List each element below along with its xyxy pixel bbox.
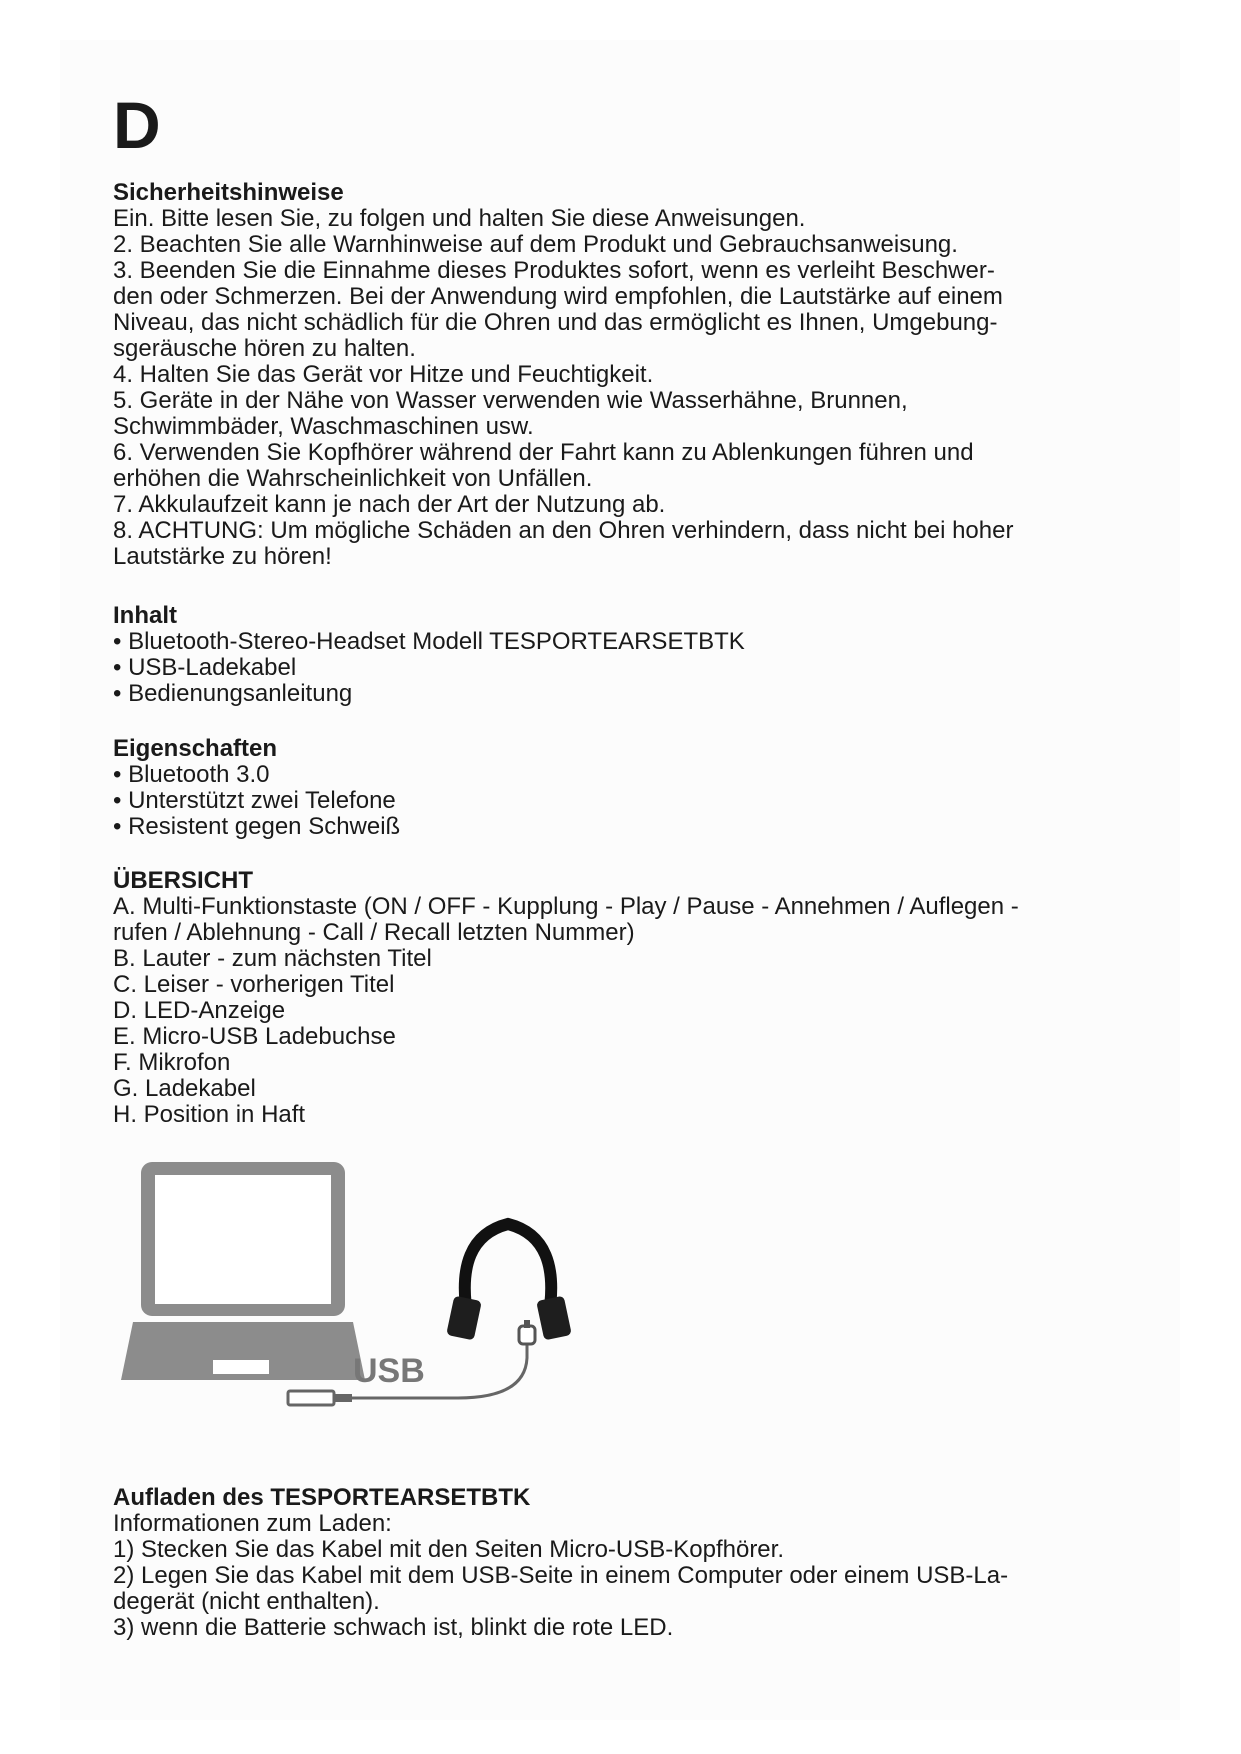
overview-item: B. Lauter - zum nächsten Titel	[113, 945, 432, 972]
safety-line: 5. Geräte in der Nähe von Wasser verwenden wie Wasserhähne, Brunnen,	[113, 387, 908, 414]
language-marker: D	[113, 88, 161, 162]
overview-item: C. Leiser - vorherigen Titel	[113, 971, 395, 998]
safety-line: den oder Schmerzen. Bei der Anwendung wird empfohlen, die Lautstärke auf einem	[113, 283, 1003, 310]
charging-line: Informationen zum Laden:	[113, 1510, 392, 1537]
charging-line: 1) Stecken Sie das Kabel mit den Seiten Micro-USB-Kopfhörer.	[113, 1536, 784, 1563]
overview-item: A. Multi-Funktionstaste (ON / OFF - Kupplung - Play / Pause - Annehmen / Auflegen -	[113, 893, 1019, 920]
charging-illustration	[113, 1148, 603, 1418]
safety-line: erhöhen die Wahrscheinlichkeit von Unfällen.	[113, 465, 593, 492]
contents-heading: Inhalt	[113, 602, 177, 629]
overview-item: rufen / Ablehnung - Call / Recall letzten Nummer)	[113, 919, 635, 946]
features-heading: Eigenschaften	[113, 735, 278, 762]
contents-item: • Bedienungsanleitung	[113, 680, 353, 707]
features-section	[113, 736, 1123, 840]
overview-item: D. LED-Anzeige	[113, 997, 286, 1024]
charging-line: 2) Legen Sie das Kabel mit dem USB-Seite in einem Computer oder einem USB-La-	[113, 1562, 1009, 1589]
charging-line: 3) wenn die Batterie schwach ist, blinkt die rote LED.	[113, 1614, 674, 1641]
safety-line: Schwimmbäder, Waschmaschinen usw.	[113, 413, 534, 440]
contents-item: • USB-Ladekabel	[113, 654, 297, 681]
safety-section	[113, 180, 1123, 570]
safety-line: 3. Beenden Sie die Einnahme dieses Produktes sofort, wenn es verleiht Beschwer-	[113, 257, 995, 284]
overview-item: H. Position in Haft	[113, 1101, 306, 1128]
safety-line: 4. Halten Sie das Gerät vor Hitze und Feuchtigkeit.	[113, 361, 654, 388]
overview-heading: ÜBERSICHT	[113, 867, 254, 894]
safety-line: 7. Akkulaufzeit kann je nach der Art der Nutzung ab.	[113, 491, 666, 518]
safety-line: 6. Verwenden Sie Kopfhörer während der Fahrt kann zu Ablenkungen führen und	[113, 439, 974, 466]
overview-item: F. Mikrofon	[113, 1049, 231, 1076]
charging-section	[113, 1485, 1123, 1641]
safety-line: 2. Beachten Sie alle Warnhinweise auf dem Produkt und Gebrauchsanweisung.	[113, 231, 958, 258]
safety-line: Ein. Bitte lesen Sie, zu folgen und halten Sie diese Anweisungen.	[113, 205, 806, 232]
charging-line: degerät (nicht enthalten).	[113, 1588, 380, 1615]
safety-heading: Sicherheitshinweise	[113, 179, 344, 206]
contents-item: • Bluetooth-Stereo-Headset Modell TESPORTEARSETBTK	[113, 628, 745, 655]
laptop-icon	[121, 1162, 365, 1380]
safety-line: sgeräusche hören zu halten.	[113, 335, 416, 362]
safety-line: 8. ACHTUNG: Um mögliche Schäden an den Ohren verhindern, dass nicht bei hoher	[113, 517, 1014, 544]
features-item: • Unterstützt zwei Telefone	[113, 787, 396, 814]
usb-label: USB	[353, 1352, 425, 1390]
contents-section	[113, 603, 1123, 707]
features-item: • Bluetooth 3.0	[113, 761, 270, 788]
overview-item: E. Micro-USB Ladebuchse	[113, 1023, 396, 1050]
headphones-icon	[446, 1224, 572, 1340]
features-item: • Resistent gegen Schweiß	[113, 813, 401, 840]
safety-line: Niveau, das nicht schädlich für die Ohren und das ermöglicht es Ihnen, Umgebung-	[113, 309, 998, 336]
charging-heading: Aufladen des TESPORTEARSETBTK	[113, 1484, 531, 1511]
safety-line: Lautstärke zu hören!	[113, 543, 332, 570]
overview-item: G. Ladekabel	[113, 1075, 256, 1102]
overview-section	[113, 868, 1123, 1128]
